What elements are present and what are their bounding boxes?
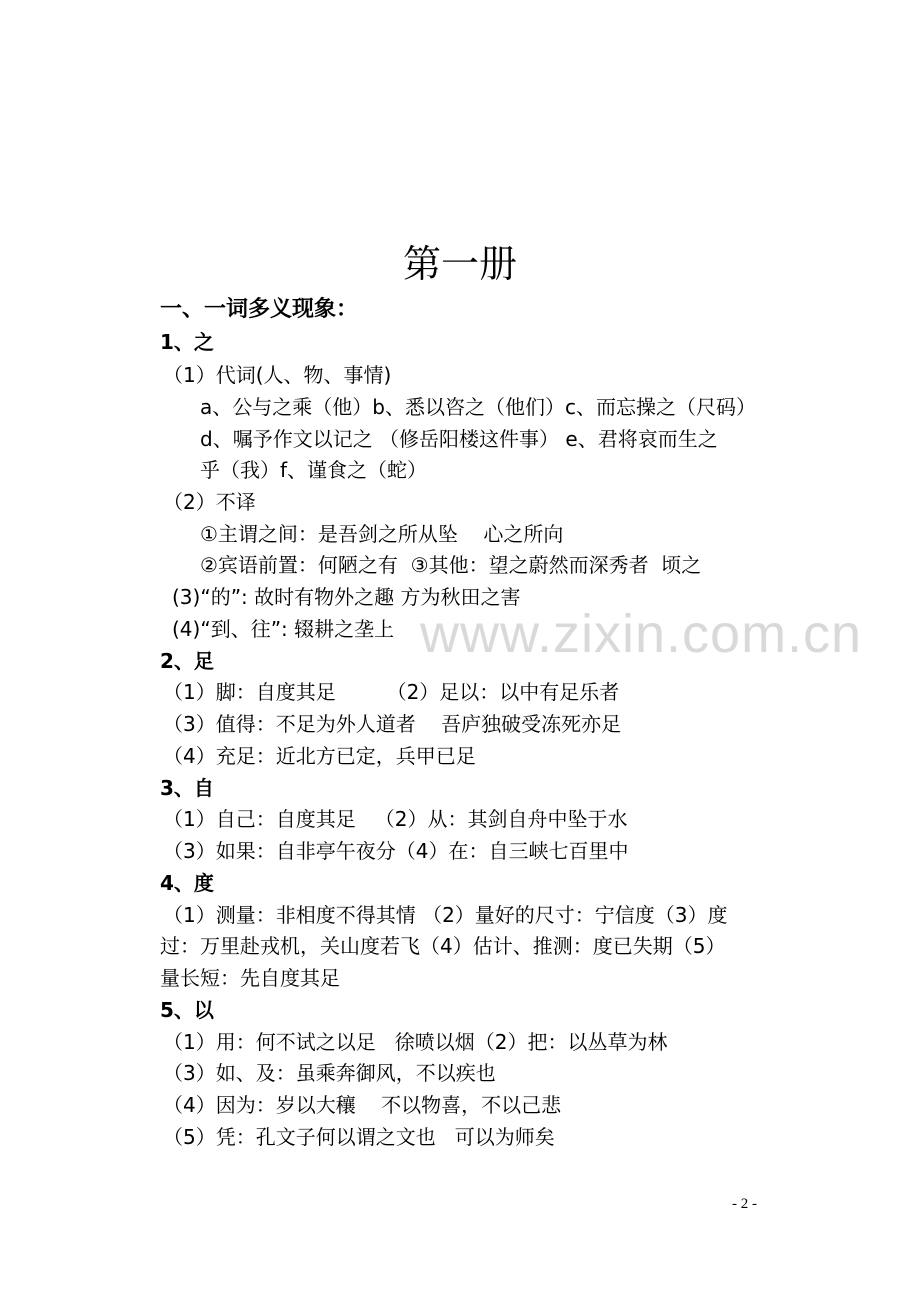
text-line: （3）如果：自非亭午夜分（4）在：自三峡七百里中 [163, 839, 629, 863]
heading-du: 4、度 [160, 871, 214, 895]
page-number: - 2 - [732, 1196, 757, 1212]
text-line: （1）脚：自度其足 （2）足以：以中有足乐者 [163, 680, 620, 704]
heading-zi: 3、自 [160, 776, 214, 800]
heading-zhi: 1、之 [160, 330, 214, 354]
text-line: 乎（我）f、谨食之（蛇） [200, 458, 428, 482]
text-line: 量长短：先自度其足 [160, 966, 340, 990]
text-line: ②宾语前置：何陋之有 ③其他：望之蔚然而深秀者 顷之 [200, 553, 702, 577]
text-line: （5）凭：孔文子何以谓之文也 可以为师矣 [163, 1125, 555, 1149]
section-heading: 一、一词多义现象： [160, 297, 359, 322]
heading-zu: 2、足 [160, 649, 214, 673]
text-line: （1）代词(人、物、事情) [163, 363, 392, 387]
text-line: （4）充足：近北方已定，兵甲已足 [163, 744, 476, 768]
page-title: 第一册 [402, 242, 517, 286]
text-line: （1）测量：非相度不得其情 （2）量好的尺寸：宁信度（3）度 [163, 903, 728, 927]
text-line: d、嘱予作文以记之 （修岳阳楼这件事） e、君将哀而生之 [200, 427, 718, 451]
text-line: （1）用：何不试之以足 徐喷以烟（2）把：以丛草为林 [163, 1030, 668, 1054]
text-line: （1）自己：自度其足 （2）从：其剑自舟中坠于水 [163, 807, 628, 831]
text-line: （4）因为：岁以大穰 不以物喜，不以己悲 [163, 1093, 562, 1117]
heading-yi: 5、以 [160, 998, 214, 1022]
text-line: （2）不译 [163, 490, 256, 514]
text-line: 过：万里赴戎机，关山度若飞（4）估计、推测：度已失期（5） [160, 934, 726, 958]
text-line: (4)“到、往”: 辍耕之垄上 [172, 617, 395, 641]
text-line: a、公与之乘（他）b、悉以咨之（他们）c、而忘操之（尺码） [200, 395, 756, 419]
text-line: （3）如、及：虽乘奔御风，不以疾也 [163, 1061, 496, 1085]
text-line: ①主谓之间：是吾剑之所从坠 心之所向 [200, 522, 564, 546]
text-line: (3)“的”: 故时有物外之趣 方为秋田之害 [172, 585, 521, 609]
watermark: www.zixin.com.cn [420, 604, 863, 664]
text-line: （3）值得：不足为外人道者 吾庐独破受冻死亦足 [163, 712, 622, 736]
